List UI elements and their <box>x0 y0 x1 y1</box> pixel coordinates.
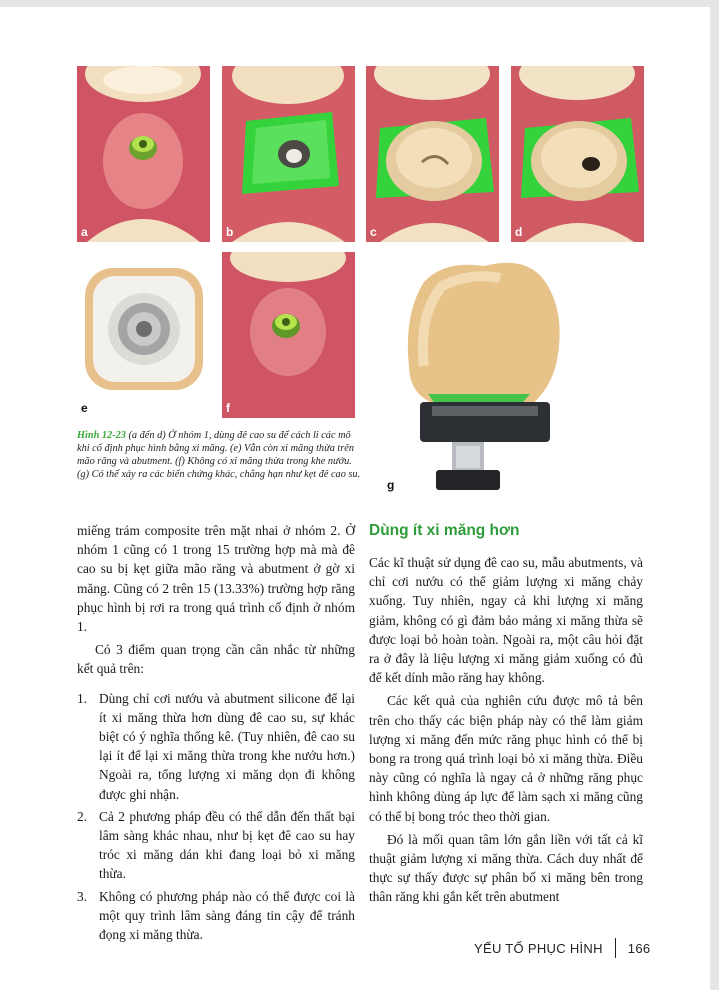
figure-caption-text: (a đến d) Ở nhóm 1, dùng đê cao su để cách li các mô khi cố định phục hình bằng xi măng. (e) Vẫn còn xi măng thừa trên mão răng và abutment. (f) Không có xi măng thừa trong khe nướu. (g) Có thể xảy ra các biến chứng khác, chẳng hạn như kẹt đê cao su. <box>77 430 361 480</box>
list-item-text: Dùng chỉ cơi nướu và abutment silicone để lại ít xi măng thừa hơn dùng đê cao su, sự khác biệt có ý nghĩa thống kê. (Tuy nhiên, đê cao su lại ít để lại xi măng thừa trong khe nướu hơn.) Ngoài ra, tổng lượng xi măng dọn đi không được ghi nhận. <box>99 690 355 802</box>
left-column <box>77 521 355 947</box>
list-item <box>77 689 355 804</box>
list-item <box>77 807 355 884</box>
page-number: 166 <box>627 940 651 956</box>
panel-g-illustration <box>380 256 585 496</box>
panel-label-e: e <box>81 401 88 415</box>
panel-d-illustration <box>511 66 644 242</box>
panel-label-c: c <box>370 225 377 239</box>
figure-caption <box>77 429 362 481</box>
right-paragraph-2: Các kết quả của nghiên cứu được mô tả bên trên cho thấy các biện pháp này có thể làm giảm lượng xi măng đến mức răng phục hình có thể bị bong ra trong quá trình loại bỏ xi măng thừa. Điều này cũng có nghĩa là ngay cả ở những răng phục hình không dùng áp lực để làm sạch xi măng cũng có thể bị bong tróc theo thời gian. <box>369 693 643 824</box>
right-column <box>369 521 643 907</box>
right-paragraph-1: Các kĩ thuật sử dụng đê cao su, mẫu abutments, và chỉ cơi nướu có thể giảm lượng xi măng chảy xuống. Tuy nhiên, ngay cả khi lượng xi măng giảm, không có gì đảm bảo mảng xi măng thừa sẽ được loại bỏ hoàn toàn. Ngoài ra, một câu hỏi đặt ra ở đây là liệu lượng xi măng giảm xuống có đủ để kết dính mão răng hay không. <box>369 555 643 686</box>
left-paragraph-1: miếng trám composite trên mặt nhai ở nhóm 2. Ở nhóm 1 cũng có 1 trong 15 trường hợp mà mà đê cao su bị kẹt giữa mão răng và abutment ở gờ xi măng. Cũng có 2 trên 15 (13.33%) trường hợp răng phục hình bị rơi ra trong quá trình cố định ở nhóm 1. <box>77 523 355 635</box>
photo-panel-b <box>222 66 355 242</box>
photo-panel-a <box>77 66 210 242</box>
list-item-number: 3. <box>77 888 88 904</box>
left-paragraph-2: Có 3 điểm quan trọng cần cân nhắc từ những kết quả trên: <box>77 642 355 677</box>
photo-panel-g <box>380 256 585 496</box>
panel-label-f: f <box>226 401 230 415</box>
panel-label-b: b <box>226 225 234 239</box>
panel-e-illustration <box>77 252 210 418</box>
photo-panel-d <box>511 66 644 242</box>
running-title: YẾU TỐ PHỤC HÌNH <box>474 940 603 956</box>
panel-a-illustration <box>77 66 210 242</box>
page-top-border <box>0 0 719 7</box>
list-item <box>77 887 355 945</box>
panel-c-illustration <box>366 66 499 242</box>
panel-f-illustration <box>222 252 355 418</box>
right-paragraph-3: Đó là mối quan tâm lớn gắn liền với tất cả kĩ thuật giảm lượng xi măng thừa. Cách duy nhất để thực sự thấy được sự phân bố xi măng bên trong thân răng khi gắn kết trên abutment <box>369 831 643 905</box>
figure-number: Hình 12-23 <box>77 430 126 441</box>
photo-panel-f <box>222 252 355 418</box>
panel-label-a: a <box>81 225 88 239</box>
page-footer <box>474 938 650 958</box>
panel-b-illustration <box>222 66 355 242</box>
list-item-number: 1. <box>77 690 88 706</box>
page-right-border <box>710 0 719 990</box>
list-item-text: Cả 2 phương pháp đều có thể dẫn đến thất bại lâm sàng khác nhau, như bị kẹt đê cao su hay tróc xi măng dán khi đang loại bỏ xi măng thừa. <box>99 808 355 882</box>
photo-panel-c <box>366 66 499 242</box>
photo-panel-e <box>77 252 210 418</box>
list-item-number: 2. <box>77 808 88 824</box>
panel-label-d: d <box>515 225 523 239</box>
footer-separator <box>615 938 616 958</box>
key-points-list <box>77 689 355 945</box>
section-title: Dùng ít xi măng hơn <box>369 522 520 539</box>
panel-label-g: g <box>387 478 395 492</box>
list-item-text: Không có phương pháp nào có thể được coi là một quy trình lâm sàng đáng tin cậy để tránh đọng xi măng thừa. <box>99 888 355 943</box>
